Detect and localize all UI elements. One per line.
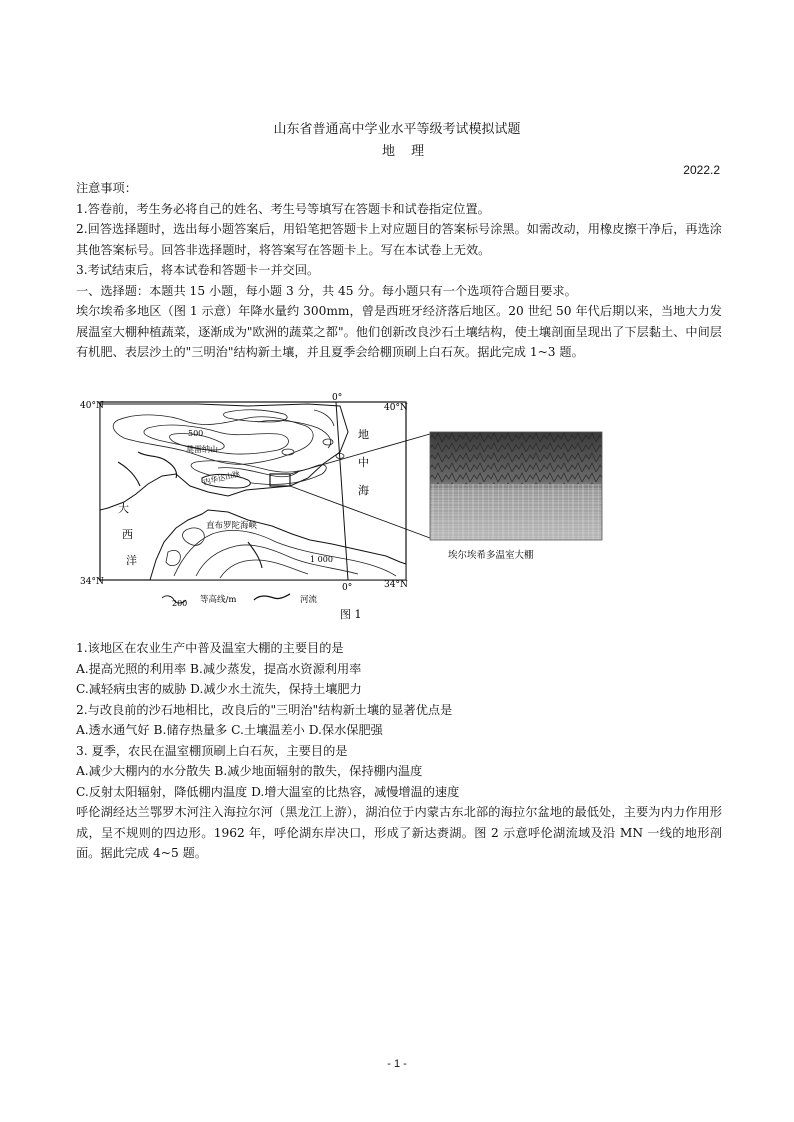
page-number: - 1 - [387, 1058, 407, 1070]
note-item: 2.回答选择题时，选出每小题答案后，用铅笔把答题卡上对应题目的答案标号涂黑。如需改动，用橡皮擦干净后，再选涂其他答案标号。回答非选择题时，将答案写在答题卡上。写在本试卷上无效。 [76, 222, 722, 257]
section2-intro: 呼伦湖经达兰鄂罗木河注入海拉尔河（黑龙江上游），湖泊位于内蒙古东北部的海拉尔盆地的最低处，主要为内力作用形成，呈不规则的四边形。1962 年，呼伦湖东岸决口，形成了新达赉湖。图 2 示意呼伦湖流域及沿 MN 一线的地形剖面。据此完成 4~5 题。 [76, 805, 722, 860]
lat-label: 34°N [384, 580, 408, 590]
greenhouse-photo [430, 432, 602, 540]
subject-label: 地 理 [382, 144, 431, 159]
page-title: 山东省普通高中学业水平等级考试模拟试题 [273, 122, 521, 137]
section1-intro: 埃尔埃希多地区（图 1 示意）年降水量约 300mm，曾是西班牙经济落后地区。20 世纪 50 年代后期以来，当地大力发展温室大棚种植蔬菜，逐渐成为"欧洲的蔬菜之都"。他们创新改良沙石土壤结构，使土壤剖面呈现出了下层黏土、中间层有机肥、表层沙土的"三明治"结构新土壤，并且夏季会给棚顶刷上白石灰。据此完成 1~3 题。 [76, 304, 722, 359]
question-stem: 1.该地区在农业生产中普及温室大棚的主要目的是 [76, 641, 344, 655]
question-stem: 3. 夏季，农民在温室棚顶刷上白石灰，主要目的是 [76, 743, 348, 758]
section1-heading: 一、选择题：本题共 15 小题，每小题 3 分，共 45 分。每小题只有一个选项符合题目要求。 [76, 283, 577, 298]
notes-block [76, 178, 722, 363]
exam-date: 2022.2 [683, 163, 720, 177]
questions-block [76, 638, 722, 864]
note-item: 3.考试结束后，将本试卷和答题卡一并交回。 [76, 263, 320, 277]
question-options: C.反射太阳辐射，降低棚内温度 D.增大温室的比热容，减慢增温的速度 [76, 784, 460, 799]
lat-label: 34°N [80, 577, 104, 587]
legend-river-label: 河流 [300, 595, 318, 605]
question-options: A.透水通气好 B.储存热量多 C.土壤温差小 D.保水保肥强 [76, 723, 383, 737]
question-options: A.提高光照的利用率 B.减少蒸发，提高水资源利用率 [76, 661, 362, 676]
question-options: C.减轻病虫害的威胁 D.减少水土流失，保持土壤肥力 [76, 682, 362, 696]
sea-label: 地 [358, 428, 369, 441]
lat-label: 40°N [80, 401, 104, 411]
meridian-label: 0° [342, 583, 353, 593]
contour-value: 500 [188, 429, 204, 438]
sea-label: 海 [358, 484, 369, 497]
sea-label: 中 [358, 456, 369, 469]
ocean-label: 西 [122, 528, 133, 541]
meridian-label: 0° [332, 393, 343, 403]
legend-river-symbol [254, 594, 290, 600]
figure-1 [78, 392, 718, 624]
contour-value: 1 000 [310, 555, 333, 564]
mountain-label: 莫雷纳山 [186, 445, 218, 454]
figure-caption: 图 1 [340, 608, 362, 621]
question-options: A.减少大棚内的水分散失 B.减少地面辐射的散失，保持棚内温度 [76, 764, 423, 778]
photo-caption: 埃尔埃希多温室大棚 [448, 550, 534, 561]
notes-heading: 注意事项： [76, 181, 137, 195]
legend-contour-value: 200 [172, 599, 188, 608]
range-label: 内华达山脉 [202, 469, 241, 487]
question-stem: 2.与改良前的沙石地相比，改良后的"三明治"结构新土壤的显著优点是 [76, 702, 453, 717]
ocean-label: 大 [118, 502, 129, 515]
strait-label: 直布罗陀海峡 [206, 521, 258, 531]
ocean-label: 洋 [126, 554, 137, 567]
note-item: 1.答卷前，考生务必将自己的姓名、考生号等填写在答题卡和试卷指定位置。 [76, 201, 490, 216]
legend-contour-label: 等高线/m [200, 595, 237, 605]
lat-label: 40°N [384, 403, 408, 413]
